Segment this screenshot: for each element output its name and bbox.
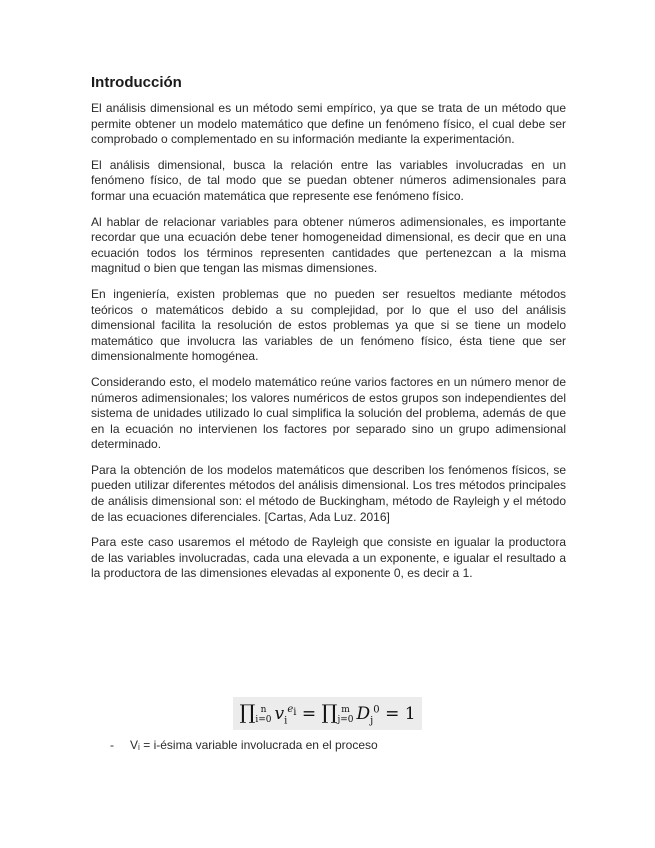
equation-box	[233, 697, 421, 730]
product-limits-right	[337, 705, 353, 725]
variable-term: v	[274, 704, 285, 724]
rayleigh-equation	[0, 697, 655, 730]
list-item	[110, 738, 378, 752]
section-heading: Introducción	[91, 74, 182, 91]
bullet-marker: -	[110, 738, 114, 752]
paragraph: El análisis dimensional, busca la relación entre las variables involucradas en un fenómeno físico, de tal modo que se puedan obtener números adimensionales para formar una ecuación matemática que represente ese fenómeno físico.	[91, 157, 566, 203]
paragraph: En ingeniería, existen problemas que no pueden ser resueltos mediante métodos teóricos o matemáticos debido a su complejidad, por lo que el uso del análisis dimensional facilita la resolución de estos problemas ya que si se tiene un modelo matemático que involucra las variables de un fenómeno físico, ésta tiene que ser dimensionalmente homogénea.	[91, 286, 566, 364]
paragraph: El análisis dimensional es un método semi empírico, ya que se trata de un método que permite obtener un modelo matemático que define un fenómeno físico, el cual debe ser comprobado o complementado en su información mediante la experimentación.	[91, 101, 566, 147]
lower-limit: j=0	[337, 714, 354, 725]
variable-subscript: i	[284, 715, 288, 727]
dimension-term: D	[356, 704, 371, 724]
upper-limit: m	[341, 704, 350, 715]
paragraph: Para este caso usaremos el método de Rayleigh que consiste en igualar la productora de las variables involucradas, cada una elevada a un exponente, e igualar el resultado a la productora de las dimensiones elevadas al exponente 0, es decir a 1.	[91, 535, 566, 581]
equation-result: = 1	[385, 704, 416, 724]
product-symbol-left: ∏	[239, 700, 256, 724]
variable-exponent: ei	[287, 704, 297, 719]
dimension-exponent: 0	[373, 704, 380, 716]
lower-limit: i=0	[255, 714, 272, 725]
bullet-text: Vᵢ = i-ésima variable involucrada en el proceso	[130, 738, 378, 752]
paragraph: Considerando esto, el modelo matemático reúne varios factores en un número menor de números adimensionales; los valores numéricos de estos grupos son independientes del sistema de unidades utilizado lo cual simplifica la solución del problema, además de que en la ecuación no intervienen los factores por separado sino un grupo adimensional determinado.	[91, 374, 566, 452]
paragraph: Para la obtención de los modelos matemáticos que describen los fenómenos físicos, se pueden utilizar diferentes métodos del análisis dimensional. Los tres métodos principales de análisis dimensional son: el método de Buckingham, método de Rayleigh y el método de las ecuaciones diferenciales. [Cartas, Ada Luz. 2016]	[91, 462, 566, 524]
definitions-list	[110, 738, 378, 752]
upper-limit: n	[260, 704, 267, 715]
paragraph: Al hablar de relacionar variables para obtener números adimensionales, es importante recordar que una ecuación debe tener homogeneidad dimensional, es decir que en una ecuación todos los términos representen cantidades que pertenezcan a la misma magnitud o bien que tengan las mismas dimensiones.	[91, 214, 566, 276]
equals-sign: =	[301, 704, 317, 724]
dimension-subscript: j	[370, 715, 374, 727]
product-symbol-right: ∏	[321, 700, 338, 724]
document-body	[91, 74, 566, 592]
product-limits-left	[255, 705, 271, 725]
